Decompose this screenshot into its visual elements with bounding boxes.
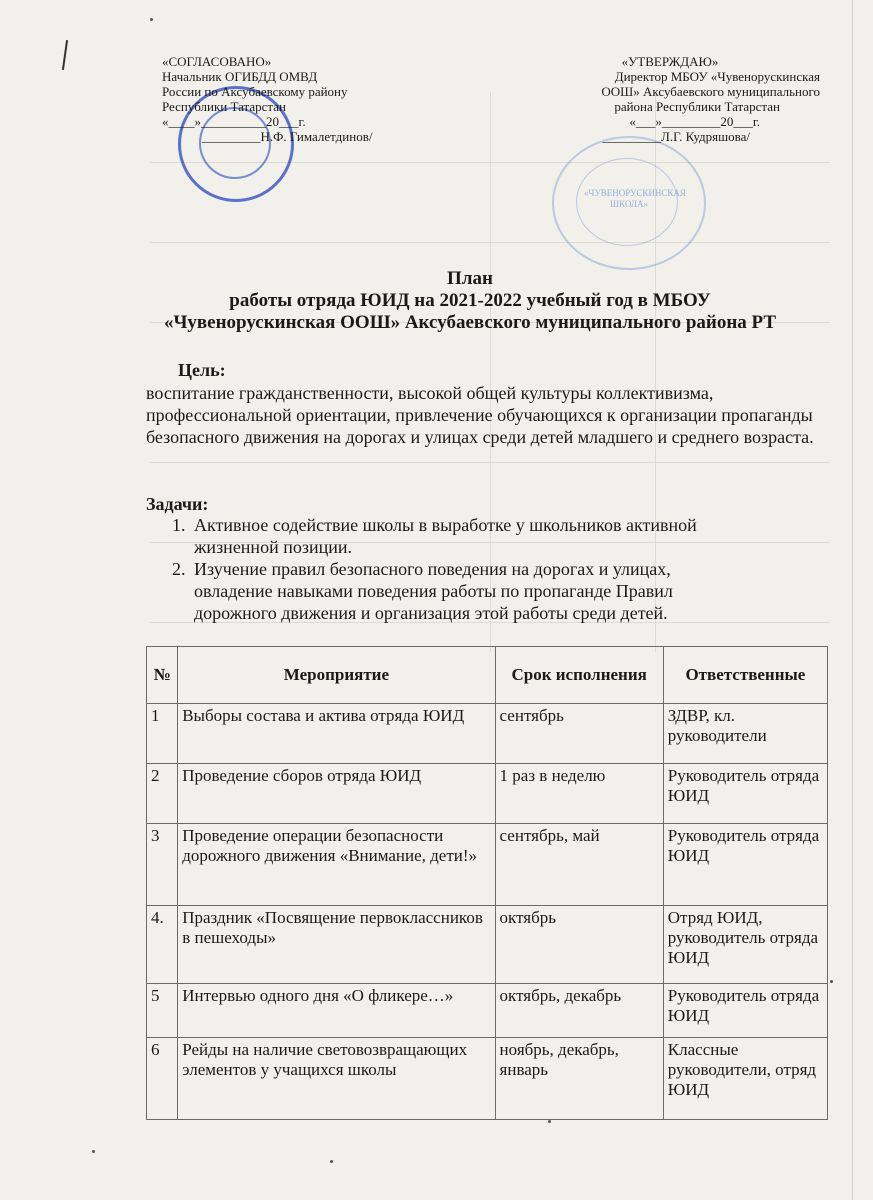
cell-deadline: октябрь, декабрь <box>495 984 663 1038</box>
title-line-1: План <box>447 268 493 289</box>
cell-event: Рейды на наличие световозвращающих элементов у учащихся школы <box>178 1038 495 1120</box>
cell-event: Проведение операции безопасности дорожного движения «Внимание, дети!» <box>178 824 495 906</box>
cell-deadline: 1 раз в неделю <box>495 764 663 824</box>
cell-number: 6 <box>147 1038 178 1120</box>
school-stamp <box>552 136 706 270</box>
col-header-deadline: Срок исполнения <box>495 647 663 704</box>
cell-event: Проведение сборов отряда ЮИД <box>178 764 495 824</box>
cell-number: 4. <box>147 906 178 984</box>
school-stamp-text: «ЧУВЕНОРУСКИНСКАЯ ШКОЛА» <box>584 188 686 209</box>
cell-number: 2 <box>147 764 178 824</box>
col-header-responsible: Ответственные <box>663 647 827 704</box>
goal-heading: Цель: <box>178 360 226 380</box>
approval-block-right <box>520 54 820 144</box>
cell-deadline: сентябрь, май <box>495 824 663 906</box>
scan-dot <box>330 1160 333 1163</box>
cell-responsible: Руководитель отряда ЮИД <box>663 984 827 1038</box>
table-row <box>147 984 828 1038</box>
goal-text: воспитание гражданственности, высокой общей культуры коллективизма, профессиональной ориентации, привлечение обучающихся к организации пропаганды безопасного движения на дорогах и улицах среди детей младшего и среднего возраста. <box>146 383 814 447</box>
col-header-event: Мероприятие <box>178 647 495 704</box>
scan-dot <box>92 1150 95 1153</box>
scan-edge <box>852 0 853 1200</box>
cell-deadline: октябрь <box>495 906 663 984</box>
cell-responsible: Отряд ЮИД, руководитель отряда ЮИД <box>663 906 827 984</box>
scan-dot <box>548 1120 551 1123</box>
approval-left-signature: _________Н.Ф. Гималетдинов/ <box>202 129 373 144</box>
cell-deadline: ноябрь, декабрь, январь <box>495 1038 663 1120</box>
cell-event: Выборы состава и актива отряда ЮИД <box>178 704 495 764</box>
tasks-list <box>168 514 750 624</box>
approval-left-region: Республики Татарстан <box>162 99 286 114</box>
activities-table <box>146 646 828 1120</box>
cell-responsible: Руководитель отряда ЮИД <box>663 764 827 824</box>
table-row <box>147 1038 828 1120</box>
cell-event: Интервью одного дня «О фликере…» <box>178 984 495 1038</box>
cell-event: Праздник «Посвящение первоклассников в пешеходы» <box>178 906 495 984</box>
approval-right-position: Директор МБОУ «Чувенорускинская <box>614 69 820 84</box>
page-title <box>120 268 820 334</box>
approval-right-date: «___»_________20___г. <box>629 114 760 129</box>
cell-number: 3 <box>147 824 178 906</box>
approval-left-position: Начальник ОГИБДД ОМВД <box>162 69 318 84</box>
approval-block-left <box>162 54 502 144</box>
table-row <box>147 906 828 984</box>
table-row <box>147 704 828 764</box>
approval-right-org: ООШ» Аксубаевского муниципального <box>601 84 820 99</box>
scan-dot <box>150 18 153 21</box>
approval-right-title: «УТВЕРЖДАЮ» <box>621 54 719 69</box>
cell-responsible: Руководитель отряда ЮИД <box>663 824 827 906</box>
approval-left-org: России по Аксубаевскому району <box>162 84 348 99</box>
title-line-2: работы отряда ЮИД на 2021-2022 учебный год в МБОУ <box>229 290 711 311</box>
cell-responsible: ЗДВР, кл. руководители <box>663 704 827 764</box>
cell-number: 1 <box>147 704 178 764</box>
scan-dot <box>830 980 833 983</box>
table-row <box>147 764 828 824</box>
title-line-3: «Чувенорускинская ООШ» Аксубаевского муниципального района РТ <box>163 312 777 333</box>
col-header-number: № <box>147 647 178 704</box>
tasks-heading: Задачи: <box>146 494 209 514</box>
scan-mark <box>62 40 68 70</box>
task-item-2: 2. Изучение правил безопасного поведения на дорогах и улицах, овладение навыками поведения работы по пропаганде Правил дорожного движения и организация этой работы среди детей. <box>190 558 750 624</box>
cell-number: 5 <box>147 984 178 1038</box>
task-item-1: 1. Активное содействие школы в выработке у школьников активной жизненной позиции. <box>190 514 750 558</box>
table-header-row <box>147 647 828 704</box>
approval-left-title: «СОГЛАСОВАНО» <box>162 54 272 69</box>
table-row <box>147 824 828 906</box>
cell-deadline: сентябрь <box>495 704 663 764</box>
approval-right-region: района Республики Татарстан <box>614 99 780 114</box>
approval-right-signature: _________Л.Г. Кудряшова/ <box>602 129 750 144</box>
approval-left-date: «____»__________20___г. <box>162 114 306 129</box>
cell-responsible: Классные руководители, отряд ЮИД <box>663 1038 827 1120</box>
